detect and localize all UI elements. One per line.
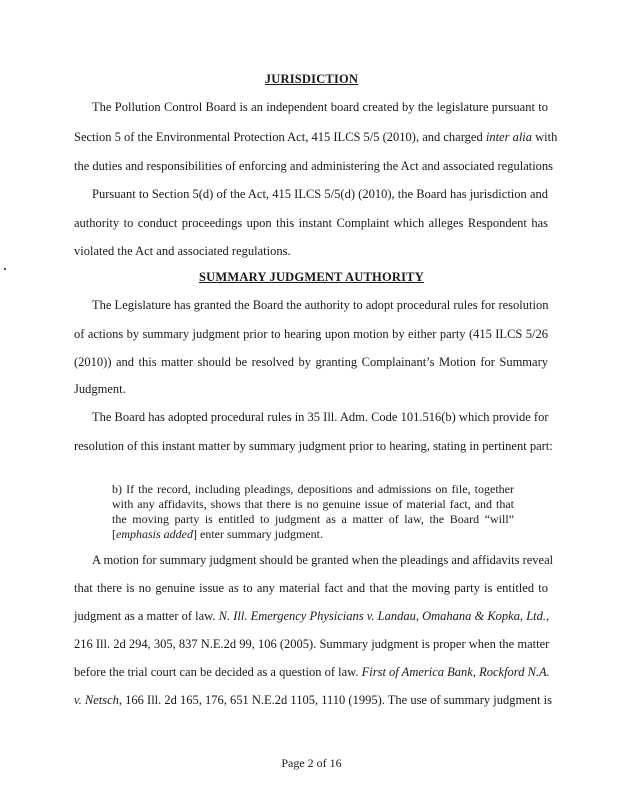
p5-line-5-text: before the trial court can be decided as a question of law. [74, 665, 362, 679]
p5-line-6-text: , 166 Ill. 2d 165, 176, 651 N.E.2d 1105, 1110 (1995). The use of summary judgment is [118, 693, 552, 707]
quote-line-2: with any affidavits, shows that there is no genuine issue of material fact, and that [112, 497, 514, 511]
p2-line-2: authority to conduct proceedings upon this instant Complaint which alleges Respondent has [74, 216, 548, 230]
p5-line-2: that there is no genuine issue as to any material fact and that the moving party is entitled to [74, 581, 548, 595]
p5-line-6 [74, 693, 552, 708]
p3-line-1: The Legislature has granted the Board the authority to adopt procedural rules for resolution [92, 298, 549, 312]
p5-line-4: 216 Ill. 2d 294, 305, 837 N.E.2d 99, 106 (2005). Summary judgment is proper when the matter [74, 637, 550, 651]
p2-line-1: Pursuant to Section 5(d) of the Act, 415 ILCS 5/5(d) (2010), the Board has jurisdiction and [92, 187, 548, 201]
p3-line-3: (2010)) and this matter should be resolved by granting Complainant’s Motion for Summary [74, 355, 548, 369]
quote-line-4-open: [ [112, 527, 116, 541]
p2-line-3: violated the Act and associated regulations. [74, 244, 291, 258]
p4-line-2: resolution of this instant matter by summary judgment prior to hearing, stating in pertinent part: [74, 439, 553, 453]
p3-line-2: of actions by summary judgment prior to hearing upon motion by either party (415 ILCS 5/26 [74, 327, 548, 341]
heading-jurisdiction: JURISDICTION [264, 72, 359, 86]
p5-line-6-citation: v. Netsch [74, 693, 119, 707]
p1-line-2-italic: inter alia [485, 130, 533, 144]
p4-line-1: The Board has adopted procedural rules in 35 Ill. Adm. Code 101.516(b) which provide for [92, 410, 549, 424]
p5-line-5 [74, 665, 548, 680]
p1-line-2 [74, 130, 558, 145]
p5-line-3-citation: N. Ill. Emergency Physicians v. Landau, Omahana & Kopka, Ltd. [218, 609, 547, 623]
heading-summary-judgment: SUMMARY JUDGMENT AUTHORITY [199, 270, 424, 284]
quote-line-3: the moving party is entitled to judgment as a matter of law, the Board “will” [112, 512, 514, 526]
p5-line-3-end: , [546, 609, 550, 623]
p5-line-5-citation: First of America Bank, Rockford N.A. [361, 665, 550, 679]
p5-line-3 [74, 609, 548, 624]
page-number: Page 2 of 16 [281, 756, 342, 770]
p1-line-1: The Pollution Control Board is an independent board created by the legislature pursuant to [92, 100, 548, 114]
quote-line-4-italic: emphasis added [116, 527, 193, 541]
quote-line-4-end: ] enter summary judgment. [193, 527, 323, 541]
p5-line-3-text: judgment as a matter of law. [74, 609, 219, 623]
p3-line-4: Judgment. [74, 382, 126, 396]
p5-line-1: A motion for summary judgment should be granted when the pleadings and affidavits reveal [92, 553, 554, 567]
quote-line-1: b) If the record, including pleadings, depositions and admissions on file, together [112, 482, 514, 496]
quote-line-4 [112, 527, 514, 542]
p1-line-2-text: Section 5 of the Environmental Protection Act, 415 ILCS 5/5 (2010), and charged [74, 130, 486, 144]
p1-line-2-end: with [532, 130, 558, 144]
p1-line-3: the duties and responsibilities of enforcing and administering the Act and associated regulations [74, 159, 554, 173]
